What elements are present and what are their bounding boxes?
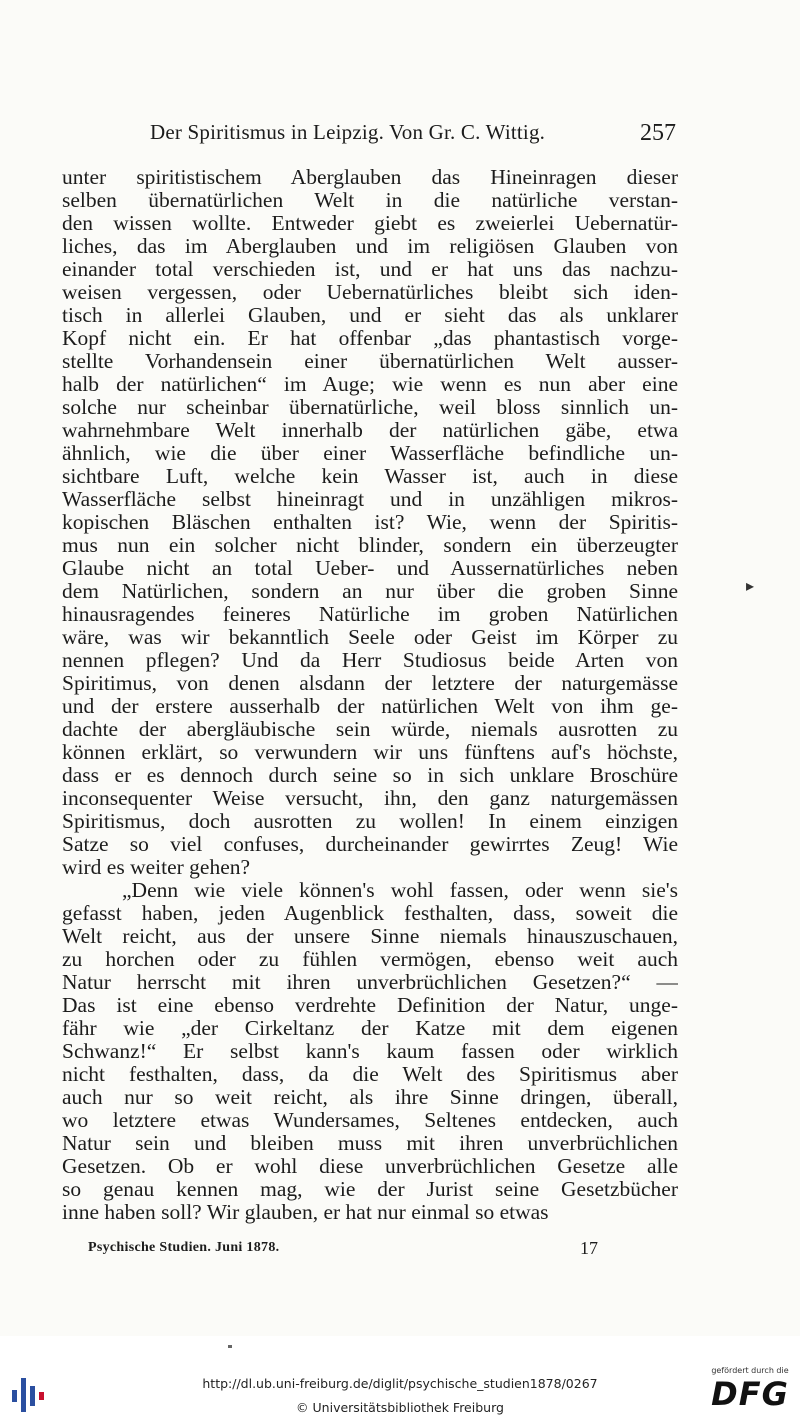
- text-line: Gesetzen. Ob er wohl diese unverbrüchlichen Gesetze alle: [62, 1155, 678, 1178]
- text-line: fähr wie „der Cirkeltanz der Katze mit dem eigenen: [62, 1017, 678, 1040]
- body-text: [62, 166, 678, 1224]
- text-line: Spiritimus, von denen alsdann der letztere der naturgemässe: [62, 672, 678, 695]
- text-line: Welt reicht, aus der unsere Sinne niemals hinauszuschauen,: [62, 925, 678, 948]
- text-line: halb der natürlichen“ im Auge; wie wenn es nun aber eine: [62, 373, 678, 396]
- text-line: liches, das im Aberglauben und im religiösen Glauben von: [62, 235, 678, 258]
- text-line: dachte der abergläubische sein würde, niemals ausrotten zu: [62, 718, 678, 741]
- text-line: wahrnehmbare Welt innerhalb der natürlichen gäbe, etwa: [62, 419, 678, 442]
- text-line: unter spiritistischem Aberglauben das Hineinragen dieser: [62, 166, 678, 189]
- text-line: Das ist eine ebenso verdrehte Definition der Natur, unge-: [62, 994, 678, 1017]
- funding-note: gefördert durch die: [711, 1366, 789, 1375]
- journal-footer: Psychische Studien. Juni 1878.: [88, 1240, 280, 1255]
- text-line: Natur sein und bleiben muss mit ihren unverbrüchlichen: [62, 1132, 678, 1155]
- scan-speck: [228, 1345, 232, 1348]
- text-line: zu horchen oder zu fühlen vermögen, ebenso weit auch: [62, 948, 678, 971]
- text-line: Natur herrscht mit ihren unverbrüchlichen Gesetzen?“ —: [62, 971, 678, 994]
- text-line: mus nun ein solcher nicht blinder, sondern ein überzeugter: [62, 534, 678, 557]
- running-title: Der Spiritismus in Leipzig. Von Gr. C. Wittig.: [150, 120, 546, 144]
- text-line: Glaube nicht an total Ueber- und Aussernatürliches neben: [62, 557, 678, 580]
- text-line: Wasserfläche selbst hineinragt und in unzähligen mikros-: [62, 488, 678, 511]
- text-line: ähnlich, wie die über einer Wasserfläche befindliche un-: [62, 442, 678, 465]
- margin-mark: ▸: [746, 578, 755, 595]
- permalink-url[interactable]: http://dl.ub.uni-freiburg.de/diglit/psychische_studien1878/0267: [202, 1376, 598, 1391]
- dfg-logo-text: DFG: [711, 1375, 789, 1413]
- dfg-funding-logo: [706, 1366, 794, 1412]
- text-line: wo letztere etwas Wundersames, Seltenes entdecken, auch: [62, 1109, 678, 1132]
- text-line: inne haben soll? Wir glauben, er hat nur einmal so etwas: [62, 1201, 549, 1224]
- text-line: nennen pflegen? Und da Herr Studiosus beide Arten von: [62, 649, 678, 672]
- text-line: solche nur scheinbar übernatürliche, weil bloss sinnlich un-: [62, 396, 678, 419]
- viewer-bottom-bar: [0, 1360, 800, 1422]
- text-line: selben übernatürlichen Welt in die natürliche verstan-: [62, 189, 678, 212]
- text-line: inconsequenter Weise versucht, ihn, den ganz naturgemässen: [62, 787, 678, 810]
- text-line: Schwanz!“ Er selbst kann's kaum fassen oder wirklich: [62, 1040, 678, 1063]
- signature-mark: 17: [580, 1238, 598, 1258]
- text-line: Satze so viel confuses, durcheinander gewirrtes Zeug! Wie: [62, 833, 678, 856]
- text-line: wird es weiter gehen?: [62, 856, 251, 879]
- text-line: kopischen Bläschen enthalten ist? Wie, wenn der Spiritis-: [62, 511, 678, 534]
- text-line: wäre, was wir bekanntlich Seele oder Geist im Körper zu: [62, 626, 678, 649]
- text-line: so genau kennen mag, wie der Jurist seine Gesetzbücher: [62, 1178, 678, 1201]
- text-line: weisen vergessen, oder Uebernatürliches bleibt sich iden-: [62, 281, 678, 304]
- text-line: gefasst haben, jeden Augenblick festhalten, dass, soweit die: [62, 902, 678, 925]
- text-line: sichtbare Luft, welche kein Wasser ist, auch in diese: [62, 465, 678, 488]
- text-line: Spiritismus, doch ausrotten zu wollen! In einem einzigen: [62, 810, 678, 833]
- text-line: dass er es dennoch durch seine so in sich unklare Broschüre: [62, 764, 678, 787]
- text-line: Kopf nicht ein. Er hat offenbar „das phantastisch vorge-: [62, 327, 678, 350]
- page-footer: [88, 1238, 598, 1260]
- text-line: hinausragendes feineres Natürliche im groben Natürlichen: [62, 603, 678, 626]
- text-line: einander total verschieden ist, und er hat uns das nachzu-: [62, 258, 678, 281]
- copyright-notice: © Universitätsbibliothek Freiburg: [296, 1400, 504, 1415]
- text-line: dem Natürlichen, sondern an nur über die groben Sinne: [62, 580, 678, 603]
- text-line: auch nur so weit reicht, als ihre Sinne dringen, überall,: [62, 1086, 678, 1109]
- text-line: und der erstere ausserhalb der natürlichen Welt von ihm ge-: [62, 695, 678, 718]
- text-line: „Denn wie viele können's wohl fassen, oder wenn sie's: [122, 879, 678, 902]
- text-line: stellte Vorhandensein einer übernatürlichen Welt ausser-: [62, 350, 678, 373]
- page-number: 257: [640, 120, 676, 146]
- text-line: tisch in allerlei Glauben, und er sieht das als unklarer: [62, 304, 678, 327]
- text-line: können erklärt, so verwundern wir uns fünftens auf's höchste,: [62, 741, 678, 764]
- running-header: [150, 120, 676, 148]
- text-line: nicht festhalten, dass, da die Welt des Spiritismus aber: [62, 1063, 678, 1086]
- text-line: den wissen wollte. Entweder giebt es zweierlei Uebernatür-: [62, 212, 678, 235]
